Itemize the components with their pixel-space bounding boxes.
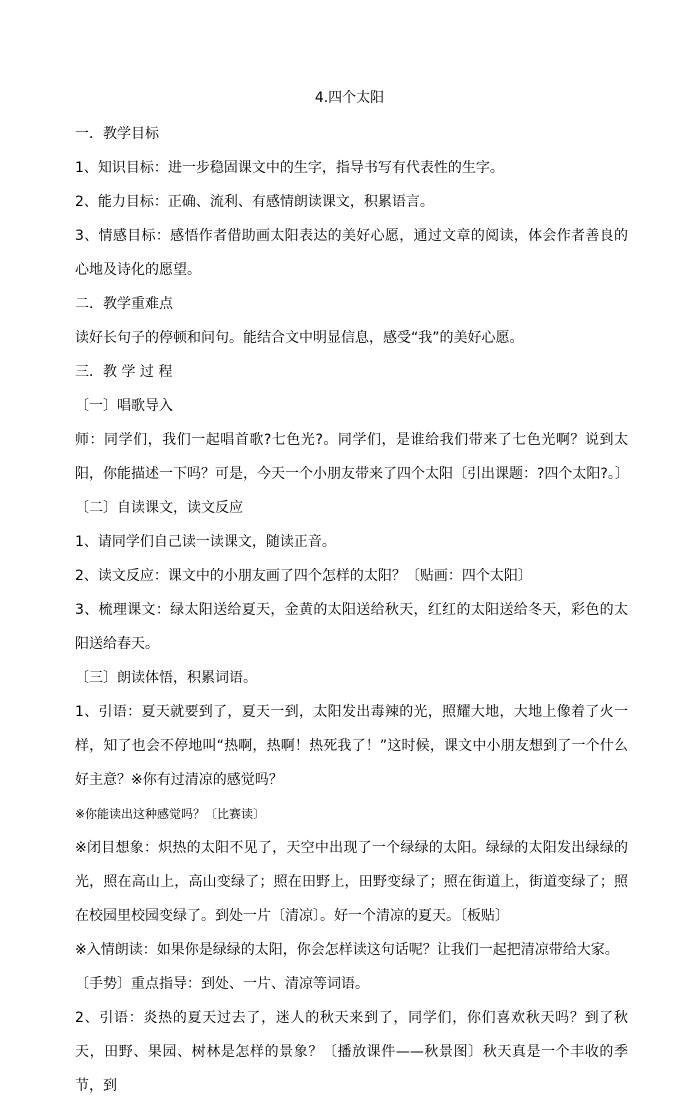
paragraph-step-2: 2、读文反应：课文中的小朋友画了四个怎样的太阳？〔贴画：四个太阳〕: [75, 568, 532, 584]
paragraph-imagine: ※闭目想象：炽热的太阳不见了，天空中出现了一个绿绿的太阳。绿绿的太阳发出绿绿的光，照在高山上，高山变绿了；照在田野上，田野变绿了；照在街道上，街道变绿了；照在校园里校园变绿了。到处一片〔清凉〕。好一个清凉的夏天。〔板贴〕: [75, 840, 628, 924]
paragraph-read-feeling: ※你能读出这种感觉吗？〔比赛读〕: [75, 807, 266, 821]
paragraph-step-1: 1、请同学们自己读一读课文，随读正音。: [75, 534, 336, 550]
heading-teaching-process: 三．教 学 过 程: [75, 364, 173, 380]
paragraph-autumn-intro: 2、引语：炎热的夏天过去了，迷人的秋天来到了，同学们，你们喜欢秋天吗？到了秋天，田野、果园、树林是怎样的景象？〔播放课件——秋景图〕秋天真是一个丰收的季节，到: [75, 1010, 628, 1094]
paragraph-key-difficulties: 读好长句子的停顿和问句。能结合文中明显信息，感受“我”的美好心愿。: [75, 330, 524, 346]
paragraph-step-3: 3、梳理课文：绿太阳送给夏天，金黄的太阳送给秋天，红红的太阳送给冬天，彩色的太阳送给春天。: [75, 602, 628, 652]
paragraph-emotional-reading: ※入情朗读：如果你是绿绿的太阳，你会怎样读这句话呢？让我们一起把清凉带给大家。: [75, 942, 619, 958]
paragraph-knowledge-goal: 1、知识目标：进一步稳固课文中的生字，指导书写有代表性的生字。: [75, 160, 504, 176]
paragraph-emotion-goal: 3、情感目标：感悟作者借助画太阳表达的美好心愿，通过文章的阅读，体会作者善良的心地及诗化的愿望。: [75, 228, 628, 278]
subheading-song-intro: 〔一〕唱歌导入: [75, 398, 173, 414]
paragraph-gesture-guidance: 〔手势〕重点指导：到处、一片、清凉等词语。: [75, 976, 369, 992]
heading-teaching-goals: 一．教学目标: [75, 126, 159, 142]
paragraph-teacher-intro: 师：同学们，我们一起唱首歌?七色光?。同学们，是谁给我们带来了七色光啊？说到太阳，你能描述一下吗？可是，今天一个小朋友带来了四个太阳〔引出课题：?四个太阳?。〕: [75, 432, 629, 482]
document-body: [75, 117, 628, 1103]
subheading-reading-insight: 〔三〕朗读体悟，积累词语。: [75, 670, 257, 686]
subheading-self-reading: 〔二〕自读课文，读文反应: [75, 500, 243, 516]
paragraph-ability-goal: 2、能力目标：正确、流利、有感情朗读课文，积累语言。: [75, 194, 434, 210]
heading-key-difficulties: 二．教学重难点: [75, 296, 173, 312]
paragraph-summer-intro: 1、引语：夏天就要到了，夏天一到，太阳发出毒辣的光，照耀大地，大地上像着了火一样，知了也会不停地叫“热啊，热啊！热死我了！”这时候，课文中小朋友想到了一个什么好主意？※你有过清凉的感觉吗？: [75, 704, 628, 788]
document-title: 4.四个太阳: [314, 90, 385, 106]
